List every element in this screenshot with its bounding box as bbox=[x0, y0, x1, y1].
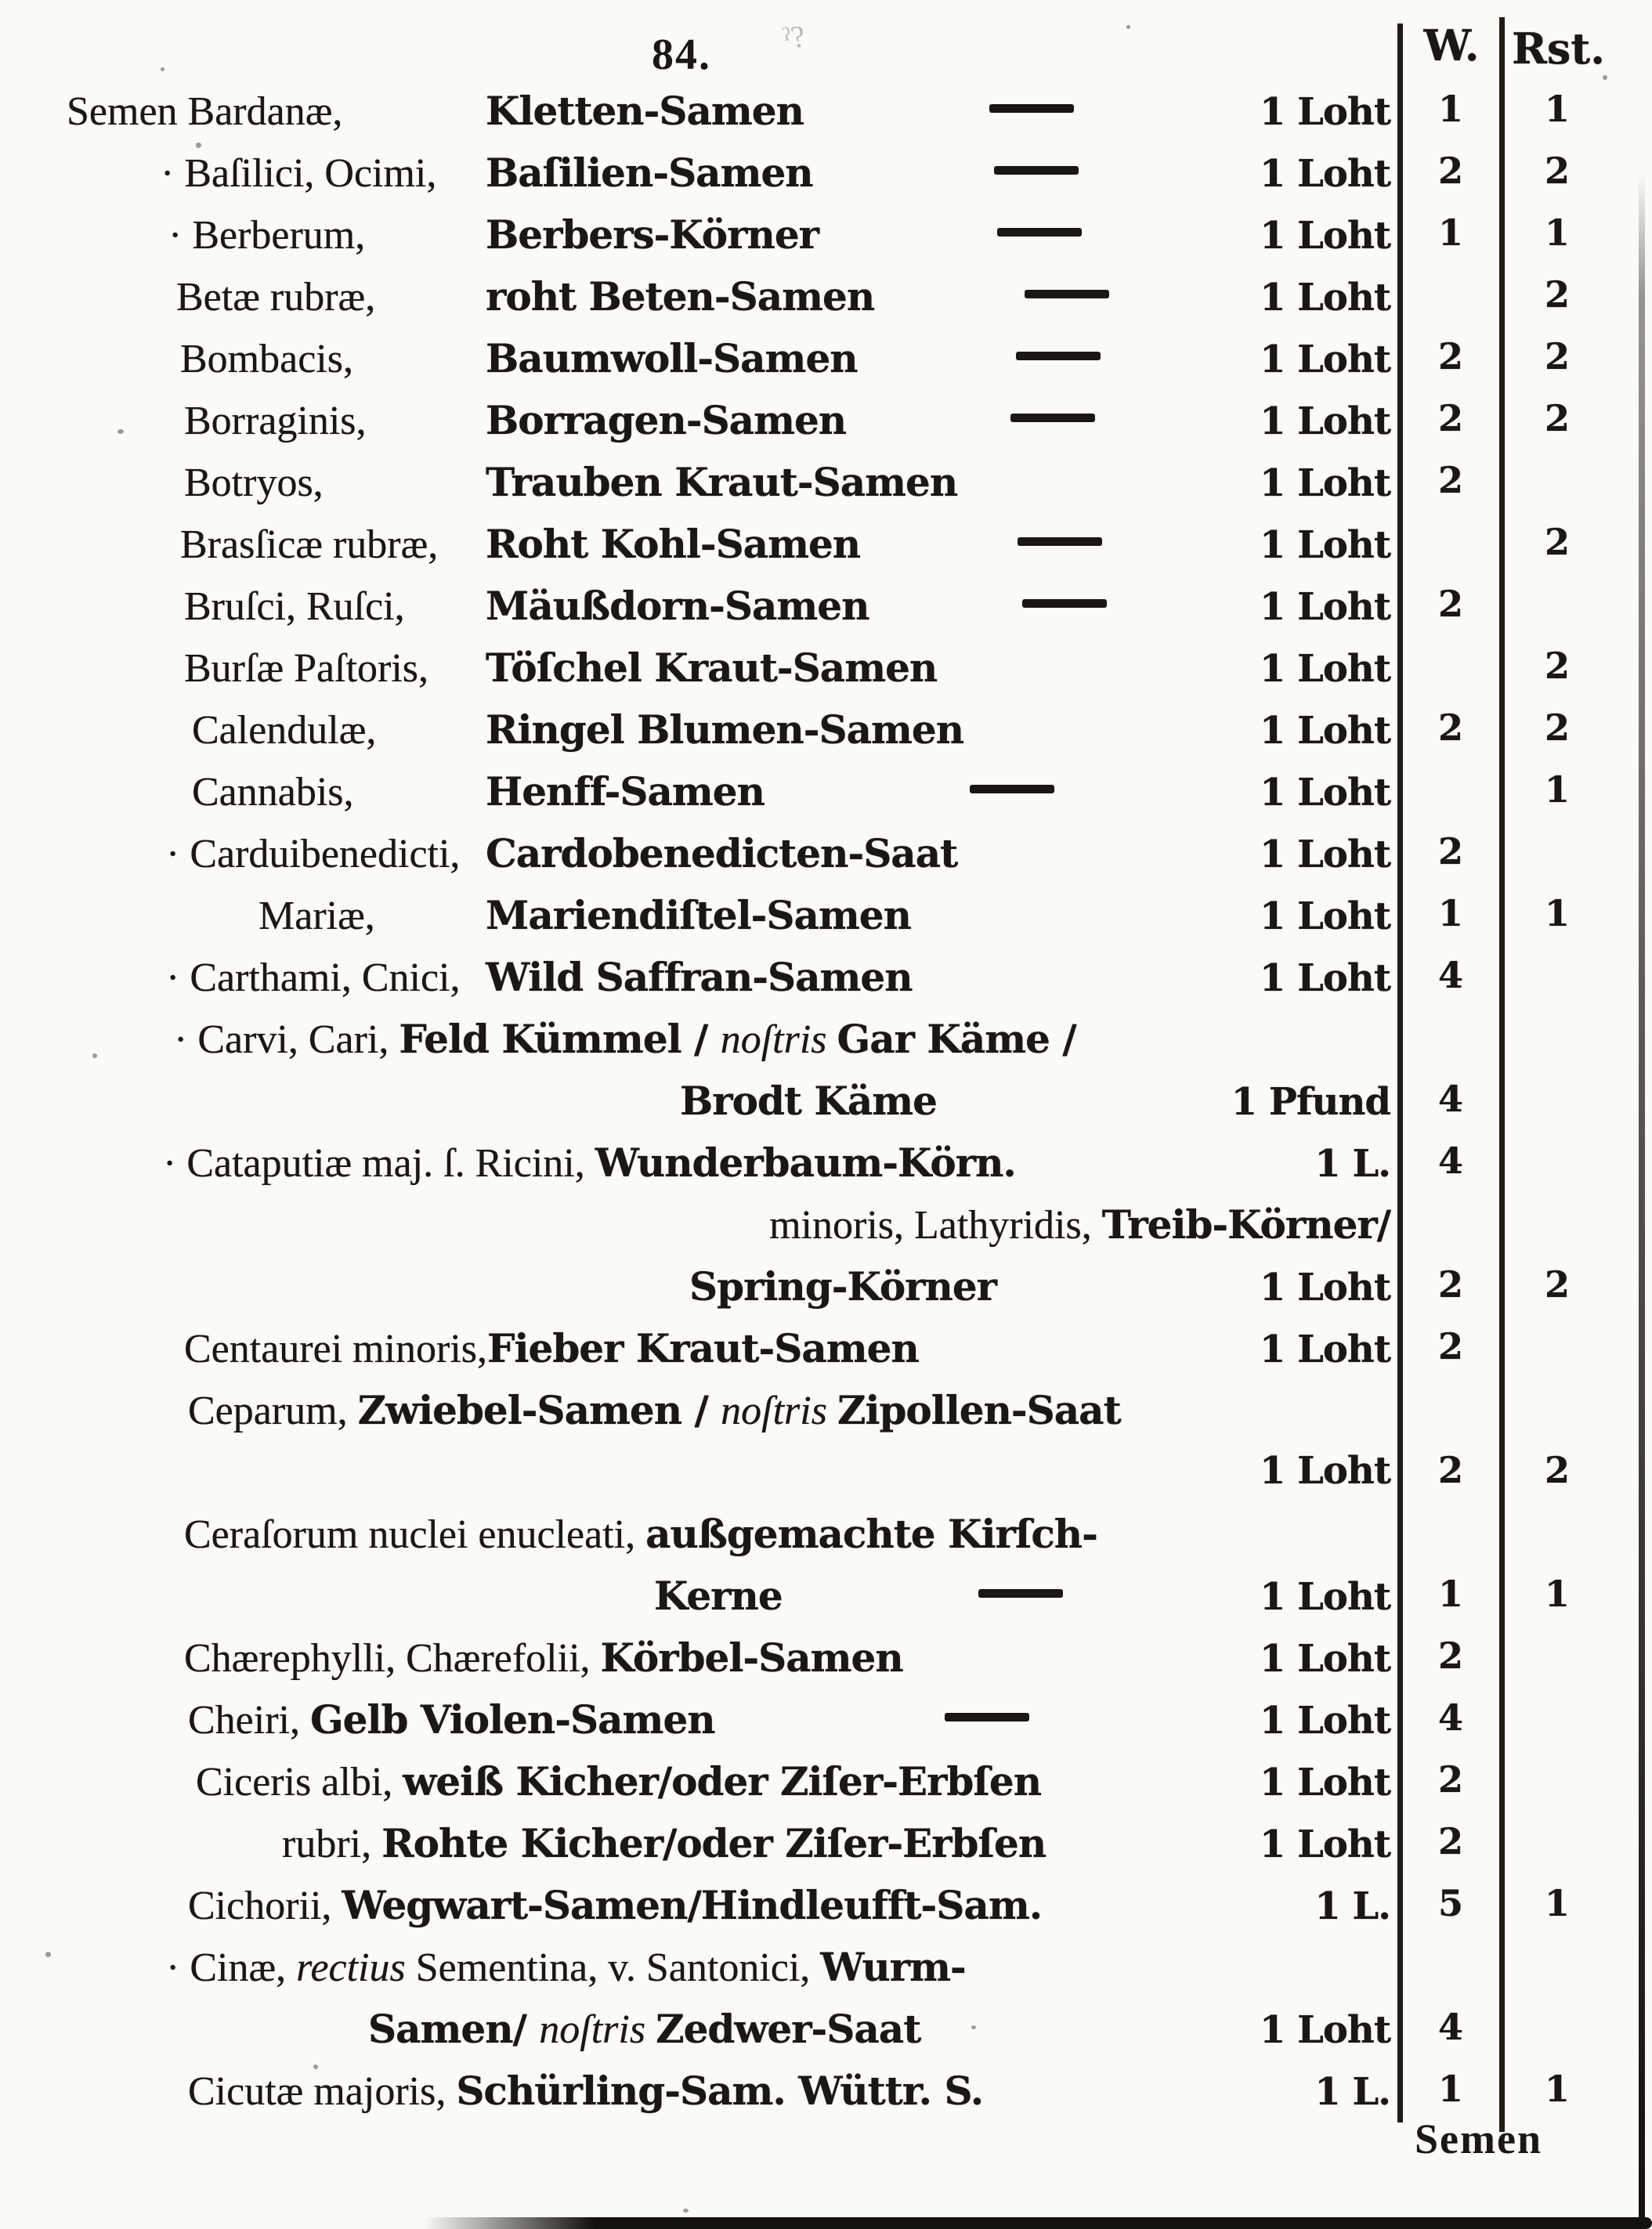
quantity: 1 Loht bbox=[1260, 523, 1390, 567]
german-name: Brodt Käme bbox=[680, 1078, 937, 1124]
table-row bbox=[166, 954, 1390, 1017]
quantity: 1 Loht bbox=[1260, 214, 1391, 258]
german-name: Mariendiſtel-Samen bbox=[486, 892, 911, 938]
german-name: Wegwart-Samen/Hindleufft-Sam. bbox=[342, 1882, 1043, 1928]
quantity: 1 Loht bbox=[1260, 709, 1390, 753]
table-row bbox=[258, 892, 1390, 955]
latin-name: Calendulæ, bbox=[192, 708, 377, 753]
quantity: 1 Loht bbox=[1260, 956, 1390, 1000]
w-value: 1 bbox=[1437, 892, 1463, 934]
quantity: 1 Loht bbox=[1260, 1449, 1390, 1493]
page-number: 84. bbox=[652, 31, 711, 79]
ink-speck bbox=[45, 1952, 51, 1957]
latin-name: Brasſicæ rubræ, bbox=[180, 522, 439, 567]
price-dash bbox=[1025, 290, 1109, 298]
latin-name: Borraginis, bbox=[184, 399, 367, 443]
german-name: Kletten-Samen bbox=[486, 88, 804, 134]
column-rule-left bbox=[1397, 23, 1403, 2122]
table-row bbox=[654, 1573, 1390, 1635]
price-dash bbox=[970, 785, 1054, 793]
table-row bbox=[184, 1511, 1390, 1573]
quantity: 1 Loht bbox=[1260, 1823, 1390, 1866]
column-header-w: W. bbox=[1423, 20, 1480, 70]
german-name: Wurm- bbox=[820, 1944, 966, 1990]
rst-value: 2 bbox=[1544, 150, 1570, 192]
german-name: Treib-Körner/ bbox=[1101, 1201, 1390, 1248]
rst-value: 2 bbox=[1544, 521, 1570, 563]
german-name: Berbers-Körner bbox=[486, 211, 819, 258]
quantity: 1 L. bbox=[1314, 2070, 1390, 2114]
rst-value: 1 bbox=[1544, 768, 1570, 811]
rst-value: 2 bbox=[1544, 1263, 1570, 1306]
german-name: Baſilien-Samen bbox=[486, 150, 813, 196]
table-row bbox=[67, 88, 1390, 150]
german-name: Körbel-Samen bbox=[600, 1635, 903, 1681]
table-row bbox=[188, 2068, 1390, 2130]
w-value: 4 bbox=[1437, 1140, 1463, 1182]
quantity: 1 L. bbox=[1314, 1884, 1390, 1928]
german-name: Borragen-Samen bbox=[486, 397, 847, 443]
latin-name: Centaurei minoris, bbox=[184, 1327, 488, 1371]
latin-name: Ceraſorum nuclei enucleati, bbox=[184, 1512, 646, 1557]
w-value: 5 bbox=[1437, 1882, 1463, 1924]
w-value: 2 bbox=[1437, 706, 1463, 749]
latin-name: · Berberum, bbox=[168, 213, 366, 258]
table-row bbox=[196, 1758, 1390, 1821]
table-row bbox=[184, 645, 1390, 707]
quantity: 1 Loht bbox=[1260, 461, 1390, 505]
latin-name: Betæ rubræ, bbox=[176, 275, 376, 320]
table-row bbox=[180, 335, 1390, 398]
latin-term: noſtris bbox=[721, 1389, 837, 1433]
ink-speck bbox=[92, 1053, 97, 1058]
quantity: 1 Loht bbox=[1260, 1266, 1390, 1310]
german-name: roht Beten-Samen bbox=[486, 273, 875, 320]
latin-name: · Baſilici, Ocimi, bbox=[161, 151, 437, 196]
w-value: 4 bbox=[1437, 2006, 1463, 2048]
w-value: 2 bbox=[1437, 583, 1463, 625]
rst-value: 1 bbox=[1544, 88, 1570, 130]
price-dash bbox=[989, 104, 1074, 113]
ink-speck bbox=[161, 67, 164, 71]
table-row bbox=[174, 1016, 1390, 1078]
price-dash bbox=[1016, 352, 1101, 360]
quantity: 1 Loht bbox=[1260, 647, 1390, 691]
quantity: 1 Loht bbox=[1260, 2008, 1390, 2052]
table-row bbox=[184, 1635, 1390, 1697]
table-row bbox=[163, 1140, 1390, 1202]
quantity: 1 Loht bbox=[1260, 90, 1390, 134]
german-name: Trauben Kraut-Samen bbox=[486, 459, 958, 505]
catchword: Semen bbox=[1415, 2115, 1542, 2162]
quantity: 1 Loht bbox=[1260, 1575, 1391, 1619]
quantity: 1 Loht bbox=[1260, 1328, 1390, 1371]
rst-value: 2 bbox=[1544, 1449, 1570, 1491]
table-row bbox=[188, 1387, 1390, 1450]
ink-speck bbox=[117, 429, 124, 434]
quantity: 1 L. bbox=[1314, 1142, 1390, 1186]
german-name: Baumwoll-Samen bbox=[486, 335, 858, 381]
w-value: 2 bbox=[1437, 1635, 1463, 1677]
table-row bbox=[176, 273, 1390, 336]
latin-name: Ceparum, bbox=[188, 1389, 358, 1433]
table-row bbox=[168, 211, 1390, 274]
latin-name: · Carduibenedicti, bbox=[166, 832, 461, 876]
w-value: 1 bbox=[1437, 2068, 1463, 2110]
table-row bbox=[184, 397, 1390, 460]
rst-value: 2 bbox=[1544, 335, 1570, 378]
ink-speck bbox=[1603, 75, 1607, 80]
w-value: 4 bbox=[1437, 1696, 1463, 1739]
german-name: Töſchel Kraut-Samen bbox=[486, 645, 938, 691]
w-value: 2 bbox=[1437, 335, 1463, 378]
german-name: Mäußdorn-Samen bbox=[486, 583, 869, 629]
w-value: 2 bbox=[1437, 1449, 1463, 1491]
latin-term: noſtris bbox=[539, 2007, 656, 2052]
latin-name: Bruſci, Ruſci, bbox=[184, 584, 405, 629]
latin-name: Cannabis, bbox=[192, 770, 354, 815]
latin-name: Cichorii, bbox=[188, 1884, 342, 1928]
ink-speck bbox=[971, 2025, 976, 2029]
table-row bbox=[192, 706, 1390, 769]
table-row bbox=[1003, 1449, 1390, 1512]
quantity: 1 Loht bbox=[1260, 338, 1391, 381]
w-value: 1 bbox=[1437, 211, 1463, 254]
latin-name: Mariæ, bbox=[258, 894, 375, 938]
table-row bbox=[184, 1325, 1390, 1388]
rst-value: 1 bbox=[1544, 1882, 1570, 1924]
latin-name: Botryos, bbox=[184, 461, 324, 505]
latin-name: Cicutæ majoris, bbox=[188, 2069, 457, 2114]
table-row bbox=[305, 1201, 1390, 1264]
price-dash bbox=[1010, 414, 1095, 422]
latin-name: Bombacis, bbox=[180, 337, 353, 381]
w-value: 2 bbox=[1437, 150, 1463, 192]
latin-name: · Carvi, Cari, bbox=[174, 1017, 399, 1062]
table-row bbox=[282, 1820, 1390, 1883]
quantity: 1 Loht bbox=[1260, 771, 1391, 815]
column-header-rst: Rst. bbox=[1512, 23, 1606, 74]
price-dash bbox=[1018, 537, 1102, 546]
german-name: Wunderbaum-Körn. bbox=[595, 1140, 1016, 1186]
table-row bbox=[188, 1882, 1390, 1945]
price-dash bbox=[1022, 599, 1107, 608]
quantity: 1 Loht bbox=[1260, 399, 1391, 443]
german-name: Ringel Blumen-Samen bbox=[486, 706, 964, 753]
table-row bbox=[680, 1078, 1390, 1140]
latin-name: Ciceris albi, bbox=[196, 1760, 403, 1805]
table-row bbox=[166, 830, 1390, 893]
ink-smudge: ˀ? bbox=[780, 17, 808, 57]
w-value: 2 bbox=[1437, 830, 1463, 872]
latin-name: Semen Bardanæ, bbox=[67, 89, 343, 134]
rst-value: 2 bbox=[1544, 273, 1570, 316]
quantity: 1 Pfund bbox=[1231, 1080, 1390, 1124]
rst-value: 2 bbox=[1544, 397, 1570, 439]
table-row bbox=[188, 1696, 1390, 1759]
page-edge-line bbox=[1639, 172, 1645, 2229]
price-dash bbox=[997, 228, 1082, 237]
rst-value: 2 bbox=[1544, 706, 1570, 749]
german-name: Fieber Kraut-Samen bbox=[487, 1325, 919, 1371]
quantity: 1 Loht bbox=[1260, 833, 1390, 876]
w-value: 2 bbox=[1437, 397, 1463, 439]
w-value: 1 bbox=[1437, 1573, 1463, 1615]
table-row bbox=[161, 150, 1390, 212]
german-name: Roht Kohl-Samen bbox=[486, 521, 861, 567]
german-name: weiß Kicher/oder Ziſer-Erbſen bbox=[403, 1758, 1042, 1805]
latin-name: Cheiri, bbox=[188, 1698, 310, 1743]
table-row bbox=[192, 768, 1390, 831]
german-name: Kerne bbox=[654, 1573, 783, 1619]
german-name: Henff-Samen bbox=[486, 768, 765, 815]
rst-value: 1 bbox=[1544, 211, 1570, 254]
quantity: 1 Loht bbox=[1260, 585, 1390, 629]
german-name: Zipollen-Saat bbox=[837, 1387, 1121, 1433]
latin-name: rubri, bbox=[282, 1822, 382, 1866]
german-name: Samen/ bbox=[368, 2006, 540, 2052]
rst-value: 2 bbox=[1544, 645, 1570, 687]
rst-value: 1 bbox=[1544, 892, 1570, 934]
quantity: 1 Loht bbox=[1260, 1761, 1390, 1805]
latin-name: Chærephylli, Chærefolii, bbox=[184, 1636, 601, 1681]
table-row bbox=[180, 521, 1390, 583]
table-row bbox=[184, 459, 1390, 522]
latin-name: Burſæ Paſtoris, bbox=[184, 646, 429, 691]
latin-name: minoris, Lathyridis, bbox=[769, 1203, 1102, 1248]
price-dash bbox=[978, 1589, 1063, 1598]
latin-term: noſtris bbox=[720, 1017, 837, 1062]
german-name: Gelb Violen-Samen bbox=[309, 1696, 715, 1743]
column-rule-right bbox=[1499, 17, 1505, 2132]
table-row bbox=[368, 2006, 1390, 2068]
quantity: 1 Loht bbox=[1260, 152, 1390, 196]
table-row bbox=[166, 1944, 1390, 2007]
w-value: 2 bbox=[1437, 1263, 1463, 1306]
rst-value: 1 bbox=[1544, 1573, 1570, 1615]
latin-name: · Cinæ, bbox=[166, 1945, 297, 1990]
german-name: Zedwer-Saat bbox=[656, 2006, 921, 2052]
w-value: 4 bbox=[1437, 1078, 1463, 1120]
german-name: außgemachte Kirſch- bbox=[645, 1511, 1097, 1557]
latin-name: · Cataputiæ maj. ſ. Ricini, bbox=[163, 1141, 595, 1186]
quantity: 1 Loht bbox=[1260, 1637, 1390, 1681]
german-name: Schürling-Sam. Wüttr. S. bbox=[456, 2068, 984, 2114]
latin-name: · Carthami, Cnici, bbox=[166, 956, 461, 1000]
table-row bbox=[184, 583, 1390, 645]
german-name: Cardobenedicten-Saat bbox=[486, 830, 958, 876]
german-name: Gar Käme / bbox=[837, 1016, 1076, 1062]
quantity: 1 Loht bbox=[1260, 1699, 1390, 1743]
w-value: 2 bbox=[1437, 1820, 1463, 1862]
latin-term: rectius bbox=[296, 1945, 416, 1990]
ink-speck bbox=[313, 2065, 318, 2069]
quantity: 1 Loht bbox=[1260, 276, 1391, 320]
price-dash bbox=[994, 166, 1079, 175]
ink-speck bbox=[1126, 25, 1130, 29]
german-name: Rohte Kicher/oder Ziſer-Erbſen bbox=[381, 1820, 1047, 1866]
rst-value: 1 bbox=[1544, 2068, 1570, 2110]
w-value: 2 bbox=[1437, 459, 1463, 501]
latin-name: Sementina, v. Santonici, bbox=[415, 1945, 821, 1990]
w-value: 2 bbox=[1437, 1325, 1463, 1367]
german-name: Zwiebel-Samen / bbox=[357, 1387, 721, 1433]
scan-smear-bottom bbox=[423, 2217, 1652, 2229]
german-name: Feld Kümmel / bbox=[399, 1016, 721, 1062]
w-value: 4 bbox=[1437, 954, 1463, 996]
german-name: Spring-Körner bbox=[689, 1263, 997, 1310]
german-name: Wild Saffran-Samen bbox=[486, 954, 913, 1000]
price-dash bbox=[945, 1713, 1029, 1721]
w-value: 2 bbox=[1437, 1758, 1463, 1801]
ink-speck bbox=[683, 2209, 689, 2213]
table-row bbox=[689, 1263, 1390, 1326]
ink-speck bbox=[196, 143, 201, 148]
quantity: 1 Loht bbox=[1260, 894, 1390, 938]
w-value: 1 bbox=[1437, 88, 1463, 130]
